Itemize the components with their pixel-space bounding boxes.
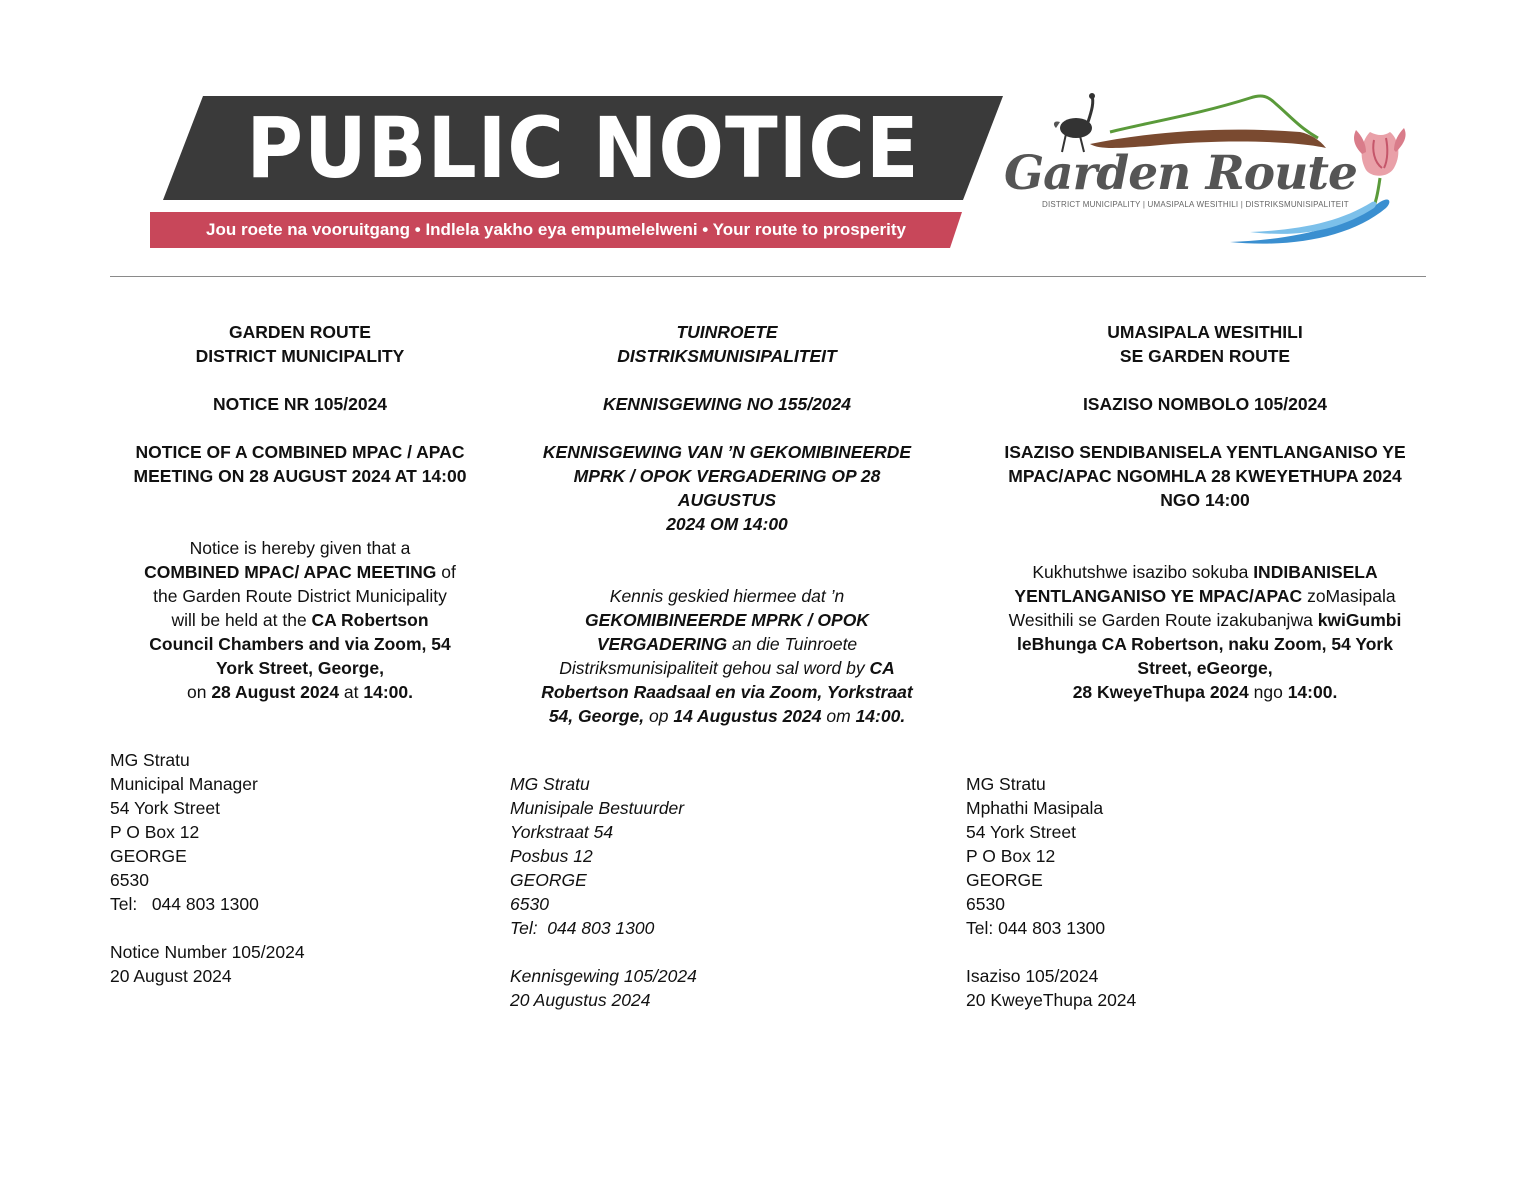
signature-line: MG Stratu (510, 774, 590, 794)
logo-subtitle: DISTRICT MUNICIPALITY | UMASIPALA WESITHILI | DISTRIKSMUNISIPALITEIT (1042, 200, 1349, 209)
body-text: Notice is hereby given that a (189, 538, 411, 558)
garden-route-logo (1000, 92, 1410, 252)
org-name-line2: SE GARDEN ROUTE (1119, 346, 1291, 366)
body-text-bold: leBhunga CA Robertson, naku Zoom, 54 York (1017, 634, 1393, 654)
body-text-bold: CA Robertson (311, 610, 429, 630)
body-text: an die Tuinroete (727, 634, 858, 654)
org-name-line1: UMASIPALA WESITHILI (1107, 322, 1303, 342)
divider (110, 276, 1426, 277)
notice-subject-line1: ISAZISO SENDIBANISELA YENTLANGANISO YE (1004, 442, 1406, 462)
org-name-line1: GARDEN ROUTE (229, 322, 371, 342)
signature-line: Munisipale Bestuurder (510, 798, 685, 818)
signature-line: 54 York Street (966, 822, 1076, 842)
notice-body (527, 584, 927, 728)
banner-title-block (163, 96, 1003, 200)
notice-subject-line1: NOTICE OF A COMBINED MPAC / APAC (135, 442, 465, 462)
signature-line: Mphathi Masipala (966, 798, 1104, 818)
english-signature (110, 748, 305, 988)
body-text-bold: Street, eGeorge, (1137, 658, 1273, 678)
body-text: on (186, 682, 212, 702)
notice-body (110, 536, 490, 704)
body-text: of (436, 562, 456, 582)
signature-line: 54 York Street (110, 798, 220, 818)
body-text: the Garden Route District Municipality (153, 586, 447, 606)
signature-line: P O Box 12 (966, 846, 1056, 866)
footer-line: Isaziso 105/2024 (966, 966, 1099, 986)
body-text-bold: kwiGumbi (1317, 610, 1402, 630)
body-text: will be held at the (171, 610, 312, 630)
notice-number: ISAZISO NOMBOLO 105/2024 (1082, 394, 1328, 414)
afrikaans-signature (510, 772, 697, 1012)
notice-subject-line2: MPRK / OPOK VERGADERING OP 28 AUGUSTUS (573, 466, 881, 510)
signature-line: Tel: 044 803 1300 (966, 918, 1106, 938)
signature-line: Yorkstraat 54 (510, 822, 614, 842)
body-text: zoMasipala (1302, 586, 1396, 606)
signature-line: P O Box 12 (110, 822, 200, 842)
body-text-bold: Council Chambers and via Zoom, 54 (149, 634, 451, 654)
body-text-bold: VERGADERING (596, 634, 728, 654)
body-text: om (821, 706, 856, 726)
org-name-line1: TUINROETE (676, 322, 778, 342)
signature-line: MG Stratu (966, 774, 1046, 794)
banner-tagline-block (150, 212, 962, 248)
notice-body (960, 560, 1450, 704)
signature-line: 6530 (966, 894, 1005, 914)
body-text-bold: 14:00. (363, 682, 414, 702)
footer-line: 20 August 2024 (110, 966, 232, 986)
signature-line: Municipal Manager (110, 774, 258, 794)
footer-line: 20 KweyeThupa 2024 (966, 990, 1137, 1010)
body-text-bold: 14:00. (1287, 682, 1338, 702)
body-text-bold: 28 August 2024 (211, 682, 340, 702)
ostrich-icon (1054, 93, 1095, 152)
body-text-bold: 14 Augustus 2024 (673, 706, 822, 726)
signature-line: Tel: 044 803 1300 (110, 894, 259, 914)
signature-line: 6530 (510, 894, 549, 914)
org-name-line2: DISTRIKSMUNISIPALITEIT (617, 346, 837, 366)
notice-subject-line1: KENNISGEWING VAN ’N GEKOMIBINEERDE (542, 442, 912, 462)
signature-line: Posbus 12 (510, 846, 593, 866)
body-text-bold: YENTLANGANISO YE MPAC/APAC (1014, 586, 1303, 606)
xhosa-signature (966, 772, 1136, 1012)
footer-line: 20 Augustus 2024 (510, 990, 651, 1010)
footer-line: Notice Number 105/2024 (110, 942, 305, 962)
org-name-line2: DISTRICT MUNICIPALITY (195, 346, 405, 366)
body-text-bold: COMBINED MPAC/ APAC MEETING (144, 562, 437, 582)
body-text-bold: GEKOMIBINEERDE MPRK / OPOK (585, 610, 869, 630)
body-text-bold: INDIBANISELA (1253, 562, 1378, 582)
body-text-bold: 28 KweyeThupa 2024 (1072, 682, 1249, 702)
logo-wordmark: Garden Route (1004, 146, 1357, 201)
afrikaans-column (527, 320, 927, 728)
signature-line: GEORGE (110, 846, 187, 866)
tagline: Jou roete na vooruitgang • Indlela yakho eya empumelelweni • Your route to prosperity (206, 220, 906, 239)
body-text: ngo (1248, 682, 1288, 702)
body-text: Wesithili se Garden Route izakubanjwa (1008, 610, 1318, 630)
page-title: PUBLIC NOTICE (246, 99, 920, 197)
body-text: Kukhutshwe isazibo sokuba (1032, 562, 1254, 582)
signature-line: GEORGE (966, 870, 1043, 890)
xhosa-column (960, 320, 1450, 704)
notice-subject-line2: MEETING ON 28 AUGUST 2024 AT 14:00 (133, 466, 467, 486)
body-text: op (644, 706, 674, 726)
footer-line: Kennisgewing 105/2024 (510, 966, 697, 986)
notice-number: NOTICE NR 105/2024 (212, 394, 388, 414)
body-text-bold: Robertson Raadsaal en via Zoom, Yorkstraat (541, 682, 913, 702)
notice-subject-line3: 2024 OM 14:00 (666, 514, 788, 534)
body-text: at (339, 682, 364, 702)
notice-subject-line2: MPAC/APAC NGOMHLA 28 KWEYETHUPA 2024 (1008, 466, 1402, 486)
notice-subject-line3: NGO 14:00 (1160, 490, 1250, 510)
body-text-bold: CA (869, 658, 895, 678)
signature-line: MG Stratu (110, 750, 190, 770)
body-text: Distriksmunisipaliteit gehou sal word by (559, 658, 870, 678)
signature-line: 6530 (110, 870, 149, 890)
body-text-bold: York Street, George, (216, 658, 384, 678)
english-column (110, 320, 490, 704)
notice-number: KENNISGEWING NO 155/2024 (603, 394, 851, 414)
body-text-bold: 14:00. (855, 706, 906, 726)
body-text: Kennis geskied hiermee dat ’n (609, 586, 845, 606)
body-text-bold: 54, George, (548, 706, 645, 726)
signature-line: GEORGE (510, 870, 587, 890)
signature-line: Tel: 044 803 1300 (510, 918, 655, 938)
